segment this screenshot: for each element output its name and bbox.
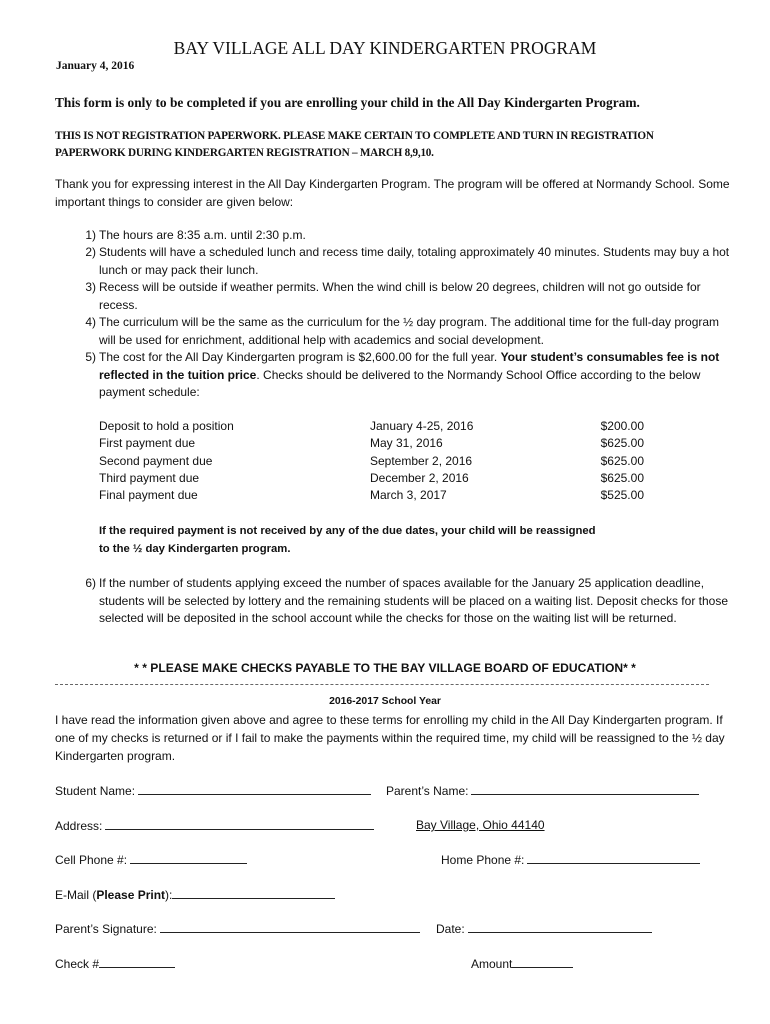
school-year: 2016-2017 School Year <box>329 696 441 707</box>
consumables-note: Your student’s consumables fee is not reflected in the tuition price <box>99 350 720 382</box>
schedule-row <box>99 436 659 453</box>
item-number: 2) <box>85 245 96 259</box>
home-phone-label: Home Phone #: <box>441 853 525 867</box>
cost-text: The cost for the All Day Kindergarten program is $2,600.00 for the full year. <box>99 350 501 364</box>
payment-amount: $625.00 <box>600 454 644 468</box>
signature-input[interactable] <box>160 921 420 933</box>
email-field <box>55 887 335 902</box>
payment-label: First payment due <box>99 436 196 450</box>
payment-date: January 4-25, 2016 <box>370 419 474 433</box>
amount-input[interactable] <box>512 956 573 968</box>
student-name-input[interactable] <box>138 783 371 795</box>
schedule-row <box>99 419 659 436</box>
payment-amount: $625.00 <box>600 471 644 485</box>
parent-name-input[interactable] <box>471 783 699 795</box>
payment-amount: $625.00 <box>600 436 644 450</box>
payment-label: Deposit to hold a position <box>99 419 234 433</box>
payment-amount: $525.00 <box>600 488 644 502</box>
email-label-suffix: ): <box>165 888 173 902</box>
amount-field <box>471 956 573 971</box>
payable-notice: * * PLEASE MAKE CHECKS PAYABLE TO THE BAY VILLAGE BOARD OF EDUCATION* * <box>134 661 636 675</box>
enrollment-notice: This form is only to be completed if you are enrolling your child in the All Day Kindergarten Program. <box>55 95 640 110</box>
delivery-text: . Checks should be delivered to the Normandy School Office according to the below payment schedule: <box>99 367 701 399</box>
agreement-paragraph: I have read the information given above and agree to these terms for enrolling my child in the All Day Kindergarten program. If one of my checks is returned or if I fail to make the payments within the required time, my child will be reassigned to the ½ day Kindergarten program. <box>55 713 725 763</box>
item-text: Recess will be outside if weather permits. When the wind chill is below 20 degrees, children will not go outside for recess. <box>99 280 701 312</box>
signature-label: Parent’s Signature: <box>55 922 157 936</box>
parent-name-label: Parent’s Name: <box>386 784 469 798</box>
item-text: The hours are 8:35 a.m. until 2:30 p.m. <box>99 228 306 242</box>
page-title: BAY VILLAGE ALL DAY KINDERGARTEN PROGRAM <box>173 38 597 58</box>
amount-label: Amount <box>471 957 513 971</box>
cell-phone-label: Cell Phone #: <box>55 853 128 867</box>
email-label-prefix: E-Mail ( <box>55 888 97 902</box>
registration-warning <box>55 128 654 162</box>
item-number: 4) <box>85 315 96 329</box>
item-text: If the number of students applying exceed the number of spaces available for the January 25 application deadline, students will be selected by lottery and the remaining students will be placed on a waiting list. Deposit checks for those selected will be deposited in the school account while the checks for those on the waiting list will be returned. <box>99 576 729 625</box>
check-field <box>55 956 175 971</box>
intro-paragraph: Thank you for expressing interest in the All Day Kindergarten Program. The program will be offered at Normandy School. Some important things to consider are given below: <box>55 177 730 209</box>
student-name-label: Student Name: <box>55 784 136 798</box>
email-label-bold: Please Print <box>96 888 166 902</box>
payment-amount: $200.00 <box>600 419 644 433</box>
cell-phone-input[interactable] <box>130 852 247 864</box>
parent-name-field <box>386 783 699 798</box>
check-input[interactable] <box>99 956 175 968</box>
item-text: The curriculum will be the same as the curriculum for the ½ day program. The additional time for the full-day program will be used for enrichment, additional help with academics and social development. <box>99 315 720 347</box>
date-label: Date: <box>436 922 465 936</box>
city-state-zip: Bay Village, Ohio 44140 <box>416 818 545 832</box>
payment-date: December 2, 2016 <box>370 471 469 485</box>
payment-date: March 3, 2017 <box>370 488 447 502</box>
payment-label: Second payment due <box>99 454 213 468</box>
email-input[interactable] <box>172 887 335 899</box>
payment-label: Final payment due <box>99 488 198 502</box>
address-label: Address: <box>55 819 103 833</box>
home-phone-input[interactable] <box>527 852 700 864</box>
reassign-line-2: to the ½ day Kindergarten program. <box>99 543 291 555</box>
signature-field <box>55 921 420 936</box>
payment-label: Third payment due <box>99 471 200 485</box>
cell-phone-field <box>55 852 247 867</box>
schedule-row <box>99 488 659 505</box>
warning-line-1: THIS IS NOT REGISTRATION PAPERWORK. PLEASE MAKE CERTAIN TO COMPLETE AND TURN IN REGISTRATION <box>55 130 654 142</box>
reassignment-warning <box>99 522 596 558</box>
item-text: Students will have a scheduled lunch and recess time daily, totaling approximately 40 minutes. Students may buy a hot lunch or may pack their lunch. <box>99 245 730 277</box>
reassign-line-1: If the required payment is not received by any of the due dates, your child will be reassigned <box>99 525 596 537</box>
check-label: Check # <box>55 957 100 971</box>
item-number: 3) <box>85 280 96 294</box>
home-phone-field <box>441 852 700 867</box>
student-name-field <box>55 783 371 798</box>
warning-line-2: PAPERWORK DURING KINDERGARTEN REGISTRATION – MARCH 8,9,10. <box>55 147 434 159</box>
address-input[interactable] <box>105 818 374 830</box>
date-input[interactable] <box>468 921 652 933</box>
item-number: 5) <box>85 350 96 364</box>
item-number: 6) <box>85 576 96 590</box>
date-field <box>436 921 652 936</box>
payment-date: September 2, 2016 <box>370 454 473 468</box>
schedule-row <box>99 454 659 471</box>
item-number: 1) <box>85 228 96 242</box>
document-date: January 4, 2016 <box>56 60 135 72</box>
schedule-row <box>99 471 659 488</box>
item-text <box>99 349 739 402</box>
payment-date: May 31, 2016 <box>370 436 443 450</box>
address-field <box>55 818 374 833</box>
dashed-divider <box>55 684 709 685</box>
